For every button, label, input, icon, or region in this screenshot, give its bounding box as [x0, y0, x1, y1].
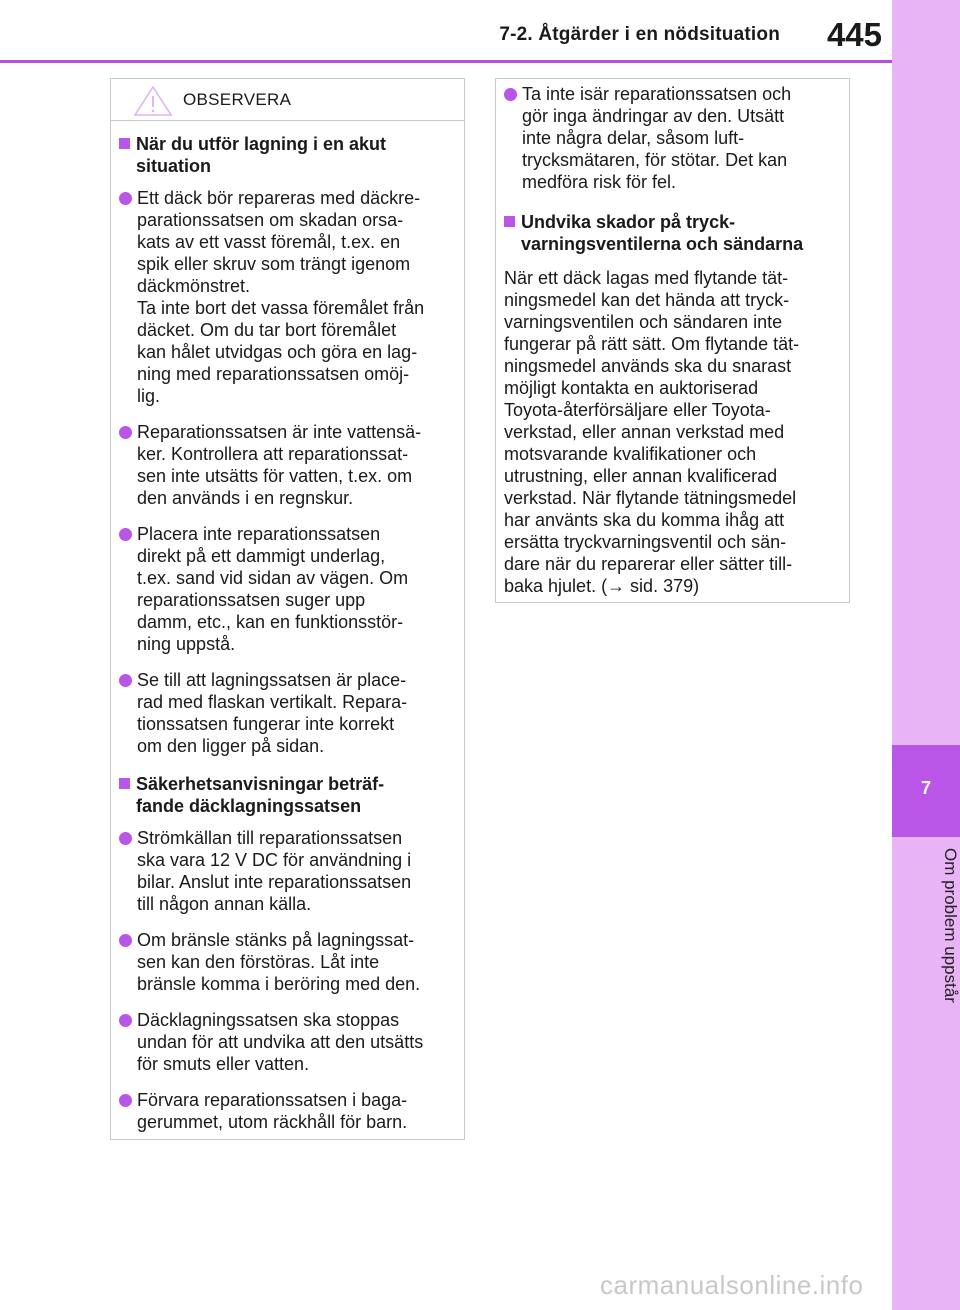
section-title: 7-2. Åtgärder i en nödsituation: [499, 24, 780, 45]
section-heading: [504, 211, 833, 255]
list-item-text: Ett däck bör repareras med däckre- parationssatsen om skadan orsa- kats av ett vasst föremål, t.ex. en spik eller skruv som trängt igenom däckmönstret. Ta inte bort det vassa föremålet från däcket. Om du tar bort föremålet kan hålet utvidgas och göra en lag- ning med reparationssatsen omöj- lig.: [137, 188, 425, 406]
list-item-text: Strömkällan till reparationssatsen ska vara 12 V DC för användning i bilar. Anslut inte reparationssatsen till någon annan källa.: [137, 828, 412, 914]
bullet-dot-icon: [119, 528, 132, 541]
list-item: [119, 1009, 448, 1075]
bullet-dot-icon: [119, 832, 132, 845]
body-paragraph: När ett däck lagas med flytande tät- ningsmedel kan det hända att tryck- varningsventilen och sändaren inte fungerar på rätt sätt. Om flytande tät- ningsmedel används ska du snarast möjligt kontakta en auktoriserad Toyota-återförsäljare eller Toyota- verkstad, eller annan verkstad med motsvarande kvalifikationer och utrustning, eller annan kvalificerad verkstad. När flytande tätningsmedel har använts ska du komma ihåg att ersätta tryckvarningsventil och sän- dare när du reparerar eller sätter till- baka hjulet. (→ sid. 379): [504, 268, 800, 596]
list-item-text: Se till att lagningssatsen är place- rad med flaskan vertikalt. Repara- tionssatsen fungerar inte korrekt om den ligger på sidan.: [137, 670, 408, 756]
list-item-text: Ta inte isär reparationssatsen och gör inga ändringar av den. Utsätt inte några delar, såsom luft- trycksmätaren, för stötar. Det kan medföra risk för fel.: [522, 84, 792, 192]
bullet-dot-icon: [119, 674, 132, 687]
list-item: [119, 1089, 448, 1133]
list-item: [119, 669, 448, 757]
chapter-title: Om problem uppstår: [941, 848, 960, 1003]
list-item-text: Reparationssatsen är inte vattensä- ker. Kontrollera att reparationssat- sen inte utsätts för vatten, t.ex. om den används i en regnskur.: [137, 422, 422, 508]
warning-triangle-icon: [133, 85, 173, 117]
list-item: [119, 929, 448, 995]
list-item-text: Förvara reparationssatsen i baga- gerummet, utom räckhåll för barn.: [137, 1090, 408, 1132]
list-item: [504, 83, 833, 193]
bullet-dot-icon: [119, 426, 132, 439]
page-number: 445: [826, 16, 882, 53]
caution-box-left: [110, 78, 465, 1140]
section-heading: [119, 773, 448, 817]
bullet-dot-icon: [119, 192, 132, 205]
square-bullet-icon: [504, 216, 515, 227]
chapter-number: 7: [920, 778, 931, 798]
list-item-text: Däcklagningssatsen ska stoppas undan för att undvika att den utsätts för smuts eller vatten.: [137, 1010, 424, 1074]
square-bullet-icon: [119, 138, 130, 149]
caution-box-header: [111, 79, 464, 121]
caution-content: [496, 79, 849, 597]
list-item-text: Placera inte reparationssatsen direkt på ett dammigt underlag, t.ex. sand vid sidan av vägen. Om reparationssatsen suger upp damm, etc., kan en funktionsstör- ning uppstå.: [137, 524, 409, 654]
page-header: [0, 0, 892, 64]
section-heading: [119, 133, 448, 177]
watermark: carmanualsonline.info: [600, 1270, 864, 1300]
caution-label: OBSERVERA: [183, 90, 292, 109]
list-item: [119, 827, 448, 915]
header-divider: [0, 60, 892, 63]
bullet-dot-icon: [119, 1094, 132, 1107]
list-item: [119, 187, 448, 407]
list-item-text: Om bränsle stänks på lagningssat- sen kan den förstöras. Låt inte bränsle komma i beröring med den.: [137, 930, 421, 994]
section-heading-text: Säkerhetsanvisningar beträf- fande däcklagningssatsen: [136, 774, 385, 816]
list-item: [119, 421, 448, 509]
caution-content: [111, 133, 464, 1133]
bullet-dot-icon: [504, 88, 517, 101]
bullet-dot-icon: [119, 1014, 132, 1027]
list-item: [119, 523, 448, 655]
section-heading-text: Undvika skador på tryck- varningsventilerna och sändarna: [521, 212, 804, 254]
chapter-side-tab: [892, 0, 960, 1310]
caution-box-right: [495, 78, 850, 603]
square-bullet-icon: [119, 778, 130, 789]
bullet-dot-icon: [119, 934, 132, 947]
section-heading-text: När du utför lagning i en akut situation: [136, 134, 387, 176]
